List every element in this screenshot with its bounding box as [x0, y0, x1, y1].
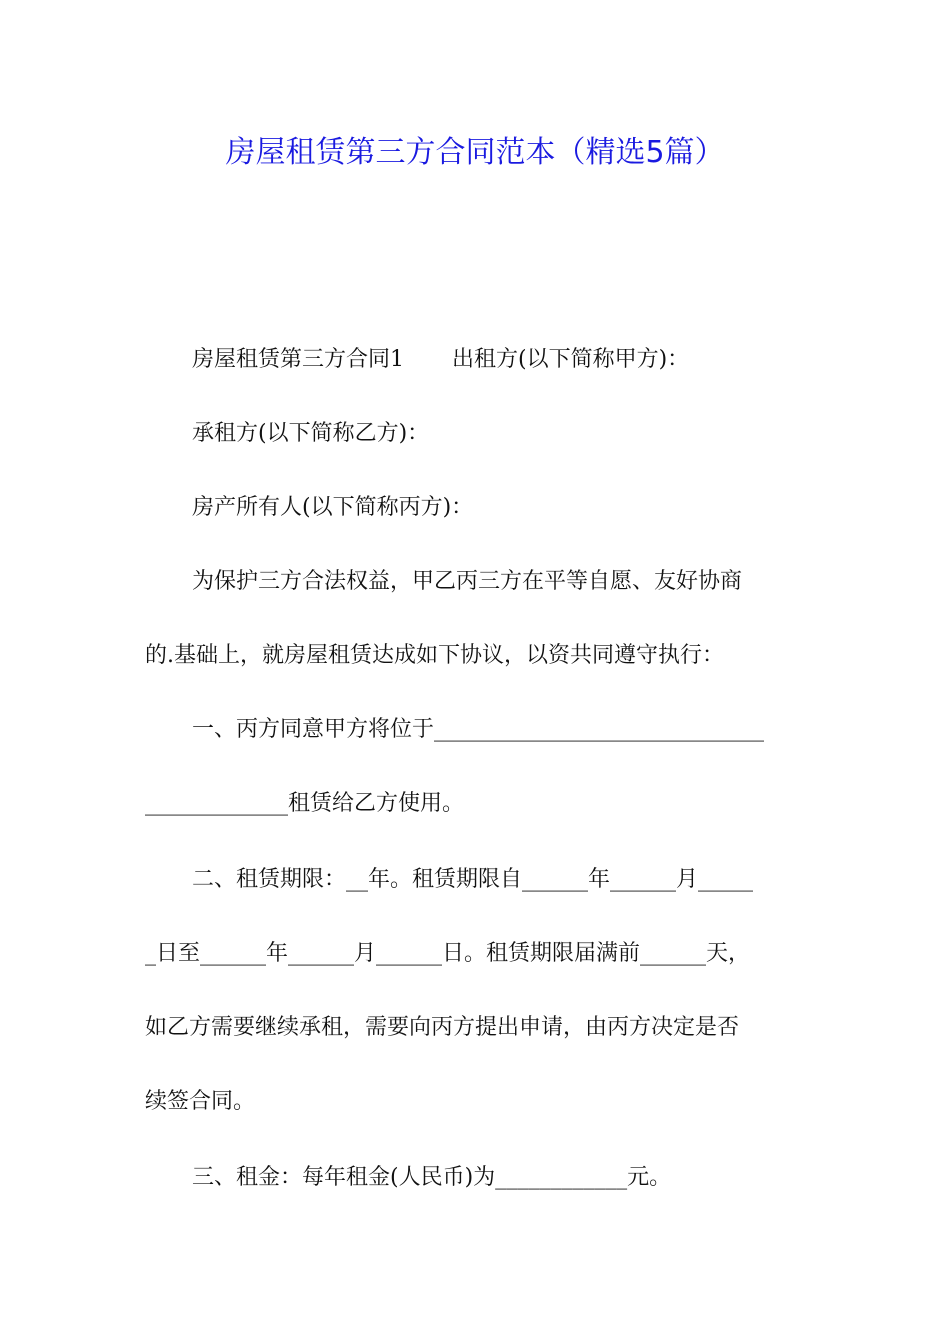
clause-2-line-1: 二、租赁期限：__年。租赁期限自______年______月_____	[192, 867, 754, 892]
document-title: 房屋租赁第三方合同范本（精选5篇）	[225, 135, 725, 170]
clause-3-line-1: 三、租金：每年租金(人民币)为____________元。	[192, 1165, 672, 1190]
clause-2-line-3: 如乙方需要继续承租，需要向丙方提出申请，由丙方决定是否	[145, 1015, 740, 1040]
contract-heading-line	[192, 338, 810, 382]
lessor-label: 出租方(以下简称甲方)：	[452, 347, 690, 372]
clause-2-line-2: _日至______年______月______日。租赁期限届满前______天，	[145, 941, 751, 966]
contract-number-label: 房屋租赁第三方合同1	[192, 347, 404, 372]
clause-2-line-4: 续签合同。	[145, 1089, 256, 1114]
clause-1-line-2: _____________租赁给乙方使用。	[145, 791, 465, 816]
owner-label: 房产所有人(以下简称丙方)：	[192, 495, 474, 520]
lessee-label: 承租方(以下简称乙方)：	[192, 421, 430, 446]
paragraph-intro-line-1: 为保护三方合法权益，甲乙丙三方在平等自愿、友好协商	[192, 569, 743, 594]
clause-1-line-1: 一、丙方同意甲方将位于______________________________	[192, 717, 765, 742]
paragraph-intro-line-2: 的.基础上，就房屋租赁达成如下协议，以资共同遵守执行：	[145, 643, 724, 668]
